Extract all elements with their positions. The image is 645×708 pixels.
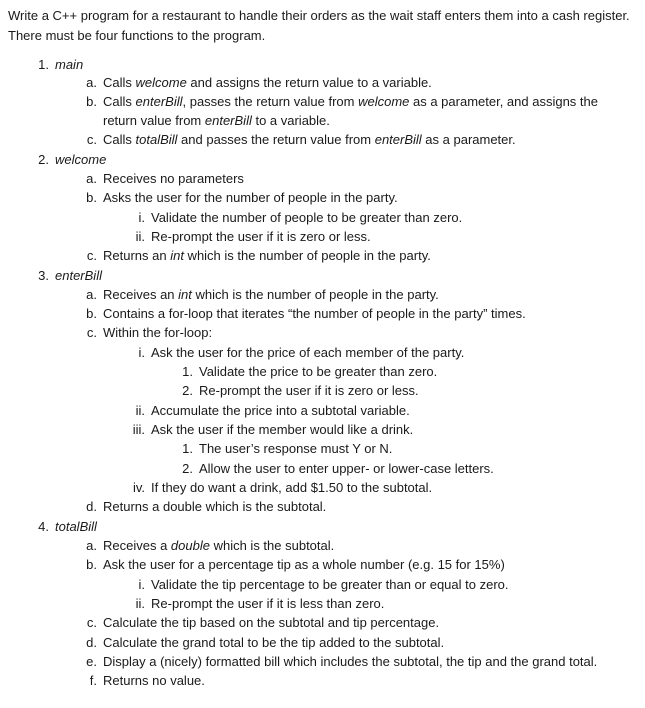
list-marker: a.: [86, 171, 97, 186]
text-run: Validate the price to be greater than zero.: [199, 364, 438, 379]
function-name: welcome: [55, 152, 107, 167]
list-marker: b.: [86, 94, 97, 109]
text-run: Returns an: [103, 248, 171, 263]
section-heading: [38, 517, 97, 536]
text-run: Re-prompt the user if it is zero or less.: [151, 229, 371, 244]
list-marker: 1.: [38, 57, 49, 72]
list-item: [135, 594, 385, 613]
list-item: [135, 401, 410, 420]
list-item: [86, 285, 439, 304]
text-run: Re-prompt the user if it is zero or less.: [199, 383, 419, 398]
text-run: Calculate the grand total to be the tip added to the subtotal.: [103, 635, 445, 650]
list-item: [182, 459, 494, 478]
list-item: [86, 536, 335, 555]
italic-term: int: [178, 287, 192, 302]
list-marker: i.: [138, 577, 145, 592]
section-heading: [38, 266, 102, 285]
text-run: Receives a: [103, 538, 171, 553]
list-marker: iii.: [132, 422, 145, 437]
text-run: Re-prompt the user if it is less than zero.: [151, 596, 385, 611]
list-marker: i.: [138, 210, 145, 225]
text-run: Ask the user for a percentage tip as a whole number (e.g. 15 for 15%): [103, 557, 505, 572]
list-marker: i.: [138, 345, 145, 360]
list-marker: ii.: [135, 596, 145, 611]
list-marker: c.: [86, 248, 97, 263]
italic-term: totalBill: [135, 132, 178, 147]
italic-term: int: [170, 248, 184, 263]
list-item: [86, 130, 516, 149]
list-item: [86, 304, 526, 323]
text-run: Allow the user to enter upper- or lower-case letters.: [199, 461, 494, 476]
list-marker: a.: [86, 75, 97, 90]
list-marker: b.: [86, 557, 97, 572]
text-run: Validate the number of people to be greater than zero.: [151, 210, 463, 225]
text-run: as a parameter, and assigns the return value from: [103, 94, 598, 128]
text-run: Returns a double which is the subtotal.: [103, 499, 327, 514]
italic-term: enterBill: [204, 113, 252, 128]
list-item: [86, 246, 431, 265]
italic-term: enterBill: [374, 132, 422, 147]
list-item: [89, 671, 205, 690]
text-run: Asks the user for the number of people in the party.: [103, 190, 398, 205]
italic-term: welcome: [135, 75, 187, 90]
italic-term: welcome: [358, 94, 410, 109]
list-marker: a.: [86, 538, 97, 553]
list-item: [138, 575, 509, 594]
text-run: Ask the user if the member would like a drink.: [151, 422, 414, 437]
text-run: , passes the return value from: [182, 94, 359, 109]
list-marker: e.: [86, 654, 97, 669]
text-run: Ask the user for the price of each member of the party.: [151, 345, 465, 360]
function-name: enterBill: [55, 268, 102, 283]
list-item: [86, 555, 505, 574]
list-item: [86, 613, 440, 632]
list-item: [132, 478, 433, 497]
list-marker: 2.: [182, 461, 193, 476]
list-marker: c.: [86, 132, 97, 147]
list-item: [135, 227, 371, 246]
list-marker: b.: [86, 306, 97, 321]
function-name: totalBill: [55, 519, 97, 534]
list-marker: 4.: [38, 519, 49, 534]
list-marker: f.: [89, 673, 97, 688]
text-run: If they do want a drink, add $1.50 to the subtotal.: [151, 480, 433, 495]
list-item: [138, 343, 465, 362]
function-name: main: [55, 57, 84, 72]
list-marker: 3.: [38, 268, 49, 283]
text-run: which is the number of people in the party.: [191, 287, 439, 302]
list-marker: 2.: [38, 152, 49, 167]
text-run: Receives an: [103, 287, 179, 302]
list-item: [86, 92, 623, 130]
text-run: Calls: [103, 75, 136, 90]
list-item: [182, 362, 438, 381]
text-run: Calls: [103, 132, 136, 147]
italic-term: enterBill: [135, 94, 183, 109]
list-marker: iv.: [132, 480, 145, 495]
list-item: [86, 169, 244, 188]
text-run: Returns no value.: [103, 673, 205, 688]
text-run: Display a (nicely) formatted bill which includes the subtotal, the tip and the grand total.: [103, 654, 598, 669]
list-item: [132, 420, 414, 439]
list-marker: a.: [86, 287, 97, 302]
text-run: Accumulate the price into a subtotal variable.: [151, 403, 410, 418]
list-item: [182, 439, 393, 458]
list-item: [86, 188, 398, 207]
italic-term: double: [170, 538, 210, 553]
text-run: Contains a for-loop that iterates “the number of people in the party” times.: [103, 306, 526, 321]
text-run: Receives no parameters: [103, 171, 244, 186]
text-run: Validate the tip percentage to be greater than or equal to zero.: [151, 577, 509, 592]
list-marker: ii.: [135, 229, 145, 244]
list-item: [86, 73, 432, 92]
list-marker: b.: [86, 190, 97, 205]
list-marker: 1.: [182, 441, 193, 456]
text-run: Calls: [103, 94, 136, 109]
text-run: and assigns the return value to a variable.: [186, 75, 432, 90]
text-run: which is the number of people in the party.: [183, 248, 431, 263]
text-run: which is the subtotal.: [209, 538, 335, 553]
list-marker: d.: [86, 499, 97, 514]
list-marker: c.: [86, 615, 97, 630]
list-marker: ii.: [135, 403, 145, 418]
text-run: Calculate the tip based on the subtotal and tip percentage.: [103, 615, 440, 630]
section-heading: [38, 55, 84, 74]
text-run: and passes the return value from: [177, 132, 375, 147]
list-item: [86, 323, 213, 342]
list-item: [86, 652, 598, 671]
list-marker: d.: [86, 635, 97, 650]
list-marker: 2.: [182, 383, 193, 398]
text-run: to a variable.: [251, 113, 330, 128]
list-item: [86, 633, 445, 652]
list-item: [86, 497, 327, 516]
intro-paragraph: Write a C++ program for a restaurant to handle their orders as the wait staff enters them into a cash register. There must be four functions to the program.: [8, 8, 630, 43]
text-run: The user’s response must Y or N.: [199, 441, 393, 456]
list-marker: c.: [86, 325, 97, 340]
list-item: [182, 381, 419, 400]
list-item: [138, 208, 463, 227]
list-marker: 1.: [182, 364, 193, 379]
section-heading: [38, 150, 107, 169]
text-run: as a parameter.: [421, 132, 516, 147]
text-run: Within the for-loop:: [103, 325, 213, 340]
